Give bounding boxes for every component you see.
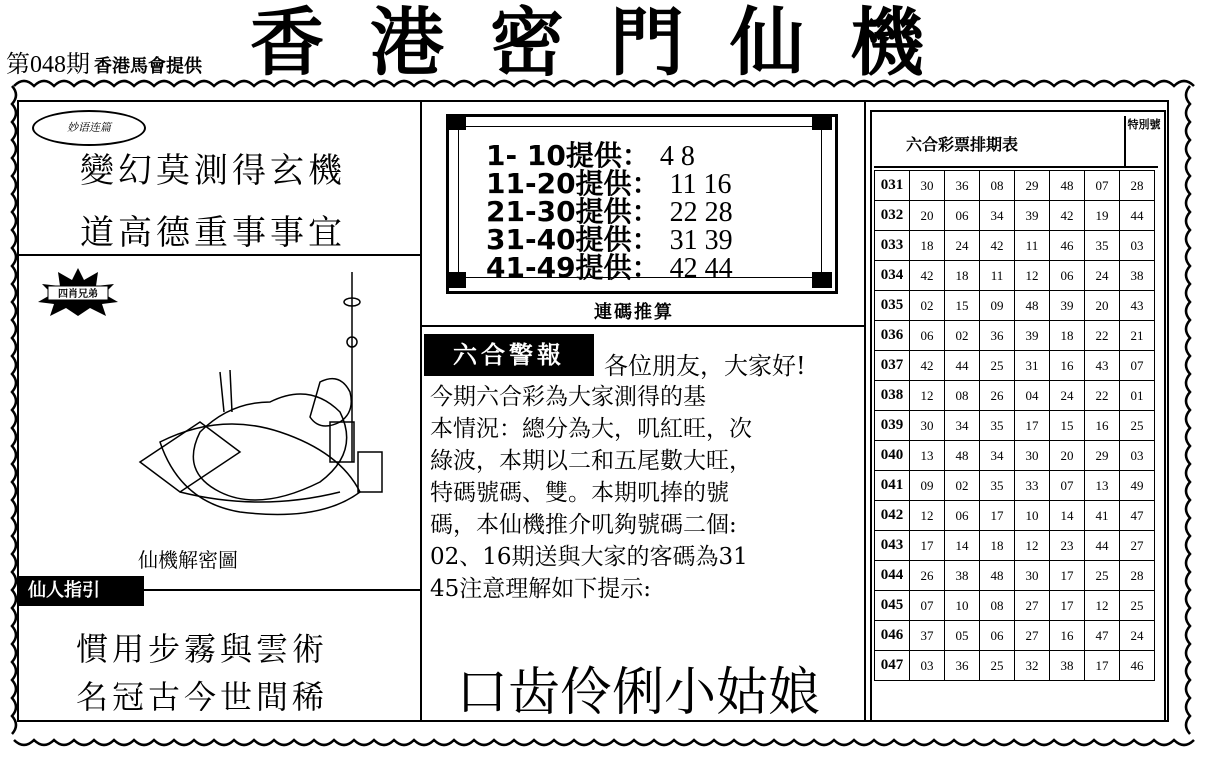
- corner-ornament: [812, 114, 832, 130]
- badge-text: 四肖兄弟: [58, 289, 98, 300]
- number-cell: 38: [1120, 261, 1155, 291]
- number-cell: 17: [1085, 651, 1120, 681]
- number-cell: 02: [945, 321, 980, 351]
- corner-ornament: [812, 272, 832, 288]
- period-cell: 040: [875, 441, 910, 471]
- number-cell: 31: [1015, 351, 1050, 381]
- number-cell: 12: [910, 381, 945, 411]
- table-row: [875, 201, 1155, 231]
- number-cell: 13: [910, 441, 945, 471]
- number-cell: 03: [1120, 231, 1155, 261]
- provide-row: 21-30提供： 22 28: [486, 195, 733, 228]
- range-numbers: 31 39: [669, 225, 733, 256]
- number-cell: 06: [945, 201, 980, 231]
- number-cell: 16: [1085, 411, 1120, 441]
- period-cell: 043: [875, 531, 910, 561]
- hint-phrase: 口齿伶俐小姑娘: [456, 663, 821, 723]
- number-cell: 34: [980, 441, 1015, 471]
- table-row: [875, 471, 1155, 501]
- number-cell: 29: [1085, 441, 1120, 471]
- table-row: [875, 591, 1155, 621]
- special-number-label: 特別號: [1124, 116, 1162, 166]
- number-cell: 38: [1050, 651, 1085, 681]
- period-cell: 044: [875, 561, 910, 591]
- number-cell: 22: [1085, 381, 1120, 411]
- number-cell: 18: [945, 261, 980, 291]
- number-cell: 30: [910, 411, 945, 441]
- number-cell: 11: [980, 261, 1015, 291]
- table-row: [875, 621, 1155, 651]
- provider-label: 香港馬會提供: [94, 56, 202, 77]
- number-cell: 12: [1085, 591, 1120, 621]
- provide-row: 11-20提供： 11 16: [486, 167, 732, 200]
- number-cell: 08: [980, 171, 1015, 201]
- number-cell: 35: [980, 411, 1015, 441]
- divider: [18, 254, 420, 256]
- number-cell: 25: [1120, 591, 1155, 621]
- border-bottom: [14, 740, 1194, 745]
- number-cell: 28: [1120, 171, 1155, 201]
- period-cell: 031: [875, 171, 910, 201]
- illustration-caption: 仙機解密圖: [138, 548, 238, 572]
- provide-row: 31-40提供： 31 39: [486, 223, 733, 256]
- period-cell: 041: [875, 471, 910, 501]
- border-left: [12, 86, 16, 734]
- number-cell: 13: [1085, 471, 1120, 501]
- number-cell: 22: [1085, 321, 1120, 351]
- number-cell: 10: [945, 591, 980, 621]
- period-cell: 038: [875, 381, 910, 411]
- number-cell: 42: [910, 261, 945, 291]
- number-cell: 06: [945, 501, 980, 531]
- number-cell: 49: [1120, 471, 1155, 501]
- table-row: [875, 561, 1155, 591]
- number-cell: 10: [1015, 501, 1050, 531]
- number-cell: 44: [945, 351, 980, 381]
- range-numbers: 42 44: [669, 253, 733, 284]
- border-right: [1186, 86, 1190, 734]
- table-row: [875, 381, 1155, 411]
- number-cell: 39: [1015, 201, 1050, 231]
- period-cell: 039: [875, 411, 910, 441]
- divider: [134, 589, 420, 591]
- number-cell: 17: [910, 531, 945, 561]
- number-cell: 30: [1015, 441, 1050, 471]
- number-cell: 36: [980, 321, 1015, 351]
- oval-tag: 妙语连篇: [32, 110, 146, 146]
- number-cell: 44: [1085, 531, 1120, 561]
- number-cell: 17: [1050, 591, 1085, 621]
- number-cell: 32: [1015, 651, 1050, 681]
- table-row: [875, 441, 1155, 471]
- number-cell: 46: [1120, 651, 1155, 681]
- number-cell: 15: [945, 291, 980, 321]
- number-cell: 48: [945, 441, 980, 471]
- number-cell: 47: [1085, 621, 1120, 651]
- number-cell: 34: [980, 201, 1015, 231]
- number-cell: 17: [980, 501, 1015, 531]
- table-row: [875, 531, 1155, 561]
- number-cell: 25: [1120, 411, 1155, 441]
- table-row: [875, 351, 1155, 381]
- number-cell: 07: [1120, 351, 1155, 381]
- number-cell: 25: [980, 351, 1015, 381]
- number-cell: 21: [1120, 321, 1155, 351]
- number-cell: 41: [1085, 501, 1120, 531]
- period-cell: 036: [875, 321, 910, 351]
- period-cell: 037: [875, 351, 910, 381]
- range-numbers: 22 28: [669, 197, 733, 228]
- starburst-badge: [38, 268, 118, 316]
- number-cell: 44: [1120, 201, 1155, 231]
- period-cell: 034: [875, 261, 910, 291]
- issue-label: 第048期: [6, 52, 90, 78]
- number-cell: 16: [1050, 621, 1085, 651]
- number-cell: 29: [1015, 171, 1050, 201]
- number-cell: 16: [1050, 351, 1085, 381]
- verse-line-4: 名冠古今世間稀: [76, 678, 329, 716]
- number-cell: 09: [980, 291, 1015, 321]
- paragraph-line: 特碼號碼、雙。本期叽捧的號: [430, 480, 729, 506]
- greeting-text: 各位朋友，大家好!: [604, 352, 806, 380]
- number-cell: 46: [1050, 231, 1085, 261]
- range-label: 31-40提供: [486, 223, 632, 256]
- number-cell: 25: [980, 651, 1015, 681]
- number-cell: 28: [1120, 561, 1155, 591]
- table-row: [875, 501, 1155, 531]
- paragraph-line: 今期六合彩為大家測得的基: [430, 384, 706, 410]
- table-row: [875, 291, 1155, 321]
- number-cell: 07: [1050, 471, 1085, 501]
- table-row: [875, 261, 1155, 291]
- number-cell: 35: [1085, 231, 1120, 261]
- number-cell: 48: [980, 561, 1015, 591]
- range-numbers: 4 8: [659, 141, 695, 172]
- alert-label: 六合警報: [424, 334, 594, 376]
- number-cell: 24: [1050, 381, 1085, 411]
- page-title: 香港密門仙機: [250, 0, 970, 86]
- number-cell: 01: [1120, 381, 1155, 411]
- number-cell: 17: [1050, 561, 1085, 591]
- number-cell: 48: [1015, 291, 1050, 321]
- number-cell: 06: [980, 621, 1015, 651]
- number-cell: 18: [1050, 321, 1085, 351]
- number-cell: 39: [1050, 291, 1085, 321]
- table-row: [875, 171, 1155, 201]
- number-cell: 30: [910, 171, 945, 201]
- table-row: [875, 231, 1155, 261]
- number-cell: 03: [1120, 441, 1155, 471]
- range-label: 21-30提供: [486, 195, 632, 228]
- verse-line-2: 道高德重事事宜: [80, 213, 346, 253]
- guide-label: 仙人指引: [18, 576, 144, 606]
- provide-caption: 連碼推算: [594, 302, 674, 323]
- number-cell: 36: [945, 171, 980, 201]
- divider: [420, 325, 864, 327]
- number-cell: 33: [1015, 471, 1050, 501]
- table-row: [875, 651, 1155, 681]
- number-cell: 14: [945, 531, 980, 561]
- number-cell: 03: [910, 651, 945, 681]
- number-cell: 17: [1015, 411, 1050, 441]
- number-cell: 34: [945, 411, 980, 441]
- number-cell: 12: [910, 501, 945, 531]
- number-cell: 23: [1050, 531, 1085, 561]
- number-cell: 12: [1015, 531, 1050, 561]
- number-cell: 24: [1120, 621, 1155, 651]
- number-cell: 24: [945, 231, 980, 261]
- paragraph-line: 45注意理解如下提示:: [430, 576, 652, 602]
- number-cell: 11: [1015, 231, 1050, 261]
- table-row: [875, 321, 1155, 351]
- number-cell: 26: [910, 561, 945, 591]
- border-top: [14, 81, 1194, 86]
- provide-row: 41-49提供： 42 44: [486, 251, 733, 284]
- number-cell: 36: [945, 651, 980, 681]
- number-cell: 27: [1015, 621, 1050, 651]
- number-cell: 14: [1050, 501, 1085, 531]
- number-cell: 08: [945, 381, 980, 411]
- table-row: [875, 411, 1155, 441]
- number-cell: 08: [980, 591, 1015, 621]
- number-cell: 02: [910, 291, 945, 321]
- number-cell: 26: [980, 381, 1015, 411]
- number-cell: 02: [945, 471, 980, 501]
- number-cell: 42: [910, 351, 945, 381]
- schedule-table: [874, 170, 1155, 681]
- number-cell: 47: [1120, 501, 1155, 531]
- range-label: 41-49提供: [486, 251, 632, 284]
- number-cell: 04: [1015, 381, 1050, 411]
- number-cell: 42: [1050, 201, 1085, 231]
- number-cell: 27: [1120, 531, 1155, 561]
- number-cell: 05: [945, 621, 980, 651]
- number-cell: 20: [1050, 441, 1085, 471]
- number-cell: 06: [1050, 261, 1085, 291]
- number-cell: 43: [1085, 351, 1120, 381]
- number-cell: 48: [1050, 171, 1085, 201]
- paragraph-line: 碼，本仙機推介叽夠號碼二個:: [430, 512, 737, 538]
- period-cell: 032: [875, 201, 910, 231]
- verse-line-1: 變幻莫測得玄機: [80, 151, 346, 191]
- period-cell: 045: [875, 591, 910, 621]
- corner-ornament: [446, 272, 466, 288]
- corner-ornament: [446, 114, 466, 130]
- number-cell: 07: [1085, 171, 1120, 201]
- range-label: 11-20提供: [486, 167, 632, 200]
- period-cell: 046: [875, 621, 910, 651]
- number-cell: 06: [910, 321, 945, 351]
- provide-row: 1- 10提供： 4 8: [486, 139, 695, 172]
- paragraph-line: 綠波，本期以二和五尾數大旺，: [430, 448, 752, 474]
- range-label: 1- 10提供: [486, 139, 622, 172]
- number-cell: 24: [1085, 261, 1120, 291]
- number-cell: 12: [1015, 261, 1050, 291]
- sage-illustration: [120, 262, 410, 552]
- number-cell: 18: [910, 231, 945, 261]
- range-numbers: 11 16: [669, 169, 732, 200]
- number-cell: 30: [1015, 561, 1050, 591]
- verse-line-3: 慣用步霧與雲術: [76, 630, 329, 668]
- number-cell: 15: [1050, 411, 1085, 441]
- number-cell: 09: [910, 471, 945, 501]
- number-cell: 35: [980, 471, 1015, 501]
- number-cell: 43: [1120, 291, 1155, 321]
- period-cell: 033: [875, 231, 910, 261]
- paragraph-line: 02、16期送與大家的客碼為31: [430, 544, 748, 570]
- number-cell: 25: [1085, 561, 1120, 591]
- number-cell: 18: [980, 531, 1015, 561]
- number-cell: 38: [945, 561, 980, 591]
- number-cell: 27: [1015, 591, 1050, 621]
- number-cell: 20: [1085, 291, 1120, 321]
- number-cell: 07: [910, 591, 945, 621]
- number-cell: 19: [1085, 201, 1120, 231]
- schedule-table-title: 六合彩票排期表: [906, 135, 1019, 154]
- number-cell: 39: [1015, 321, 1050, 351]
- number-cell: 37: [910, 621, 945, 651]
- period-cell: 035: [875, 291, 910, 321]
- number-cell: 20: [910, 201, 945, 231]
- number-cell: 42: [980, 231, 1015, 261]
- paragraph-line: 本情況：總分為大，叽紅旺，次: [430, 416, 752, 442]
- period-cell: 042: [875, 501, 910, 531]
- period-cell: 047: [875, 651, 910, 681]
